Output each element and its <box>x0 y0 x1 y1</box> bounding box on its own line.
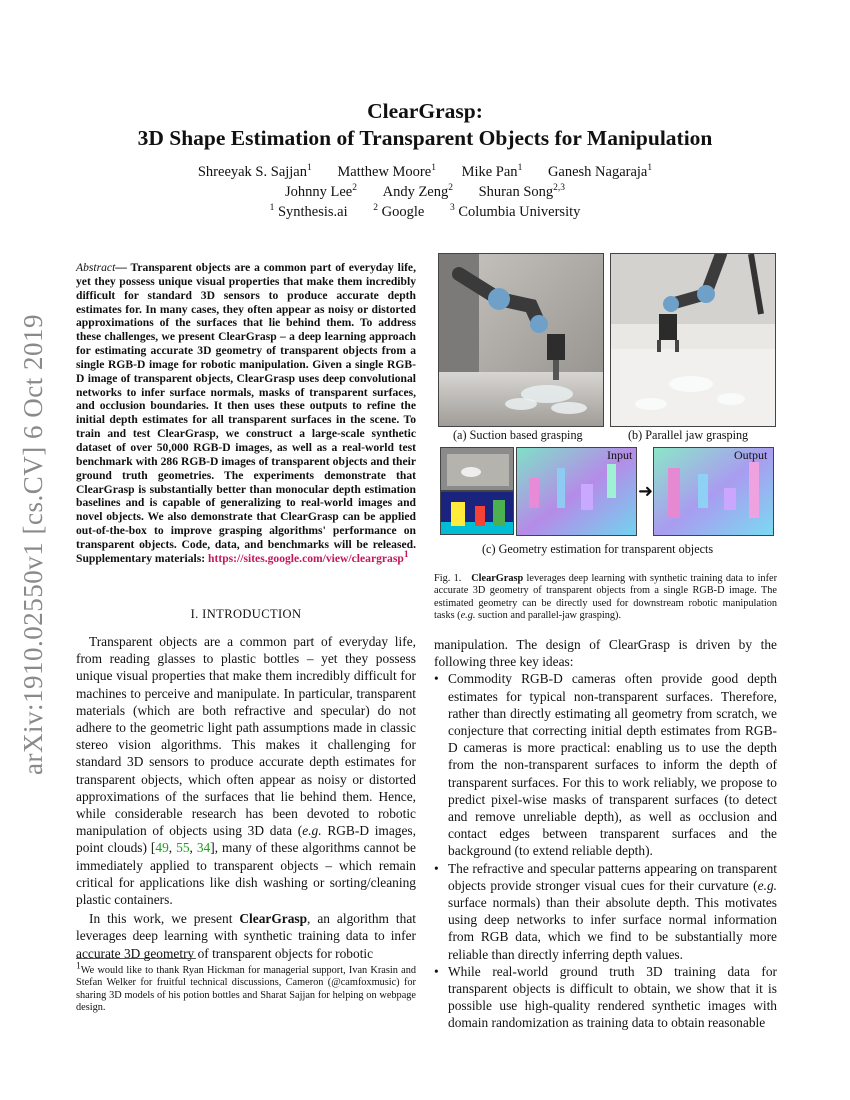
paper-title <box>0 98 850 152</box>
right-column-body <box>434 636 777 1032</box>
author-row-2 <box>0 182 850 202</box>
abstract-text: Transparent objects are a common part of everyday life, yet they possess unique visual properties that make them incredibly difficult for standard 3D sensors to produce accurate depth estimates for. In many cases, they often appear as noisy or distorted approximations of the surfaces that lie behind them. To address these challenges, we present ClearGrasp – a deep learning approach for estimating accurate 3D geometry of transparent objects from a single RGB-D image for robotic manipulation. Given a single RGB-D image of transparent objects, ClearGrasp uses deep convolutional networks to infer surface normals, masks of transparent surfaces, and occlusion boundaries. It then uses these outputs to refine the initial depth estimates for all transparent surfaces in the scene. To train and test ClearGrasp, we construct a large-scale synthetic dataset of over 50,000 RGB-D images, as well as a real-world test benchmark with 286 RGB-D images of transparent objects and their ground truth geometries. The experiments demonstrate that ClearGrasp is substantially better than monocular depth estimation baselines and is capable of generalizing to real-world images and novel objects. We also demonstrate that ClearGrasp can be applied out-of-the-box to improve grasping algorithms' performance on transparent objects. Code, data, and benchmarks will be released. Supplementary materials: <box>76 261 416 565</box>
citation-link[interactable]: 34 <box>196 840 211 856</box>
arxiv-identifier-stamp: arXiv:1910.02550v1 [cs.CV] 6 Oct 2019 <box>18 314 48 775</box>
author: Matthew Moore$^1$ <box>337 163 436 180</box>
arrow-icon: ➜ <box>638 481 654 501</box>
author: Andy Zeng$^2$ <box>382 183 453 200</box>
author-row-1 <box>0 162 850 182</box>
title-line-1: ClearGrasp: <box>367 99 483 123</box>
intro-paragraph-1: Transparent objects are a common part of everyday life, from reading glasses to plastic bottles – yet they possess unique visual properties that make them incredibly difficult for machines to perceive and manipulate. In particular, transparent materials (which are both refractive and specular) do not adhere to the geometric light path assumptions made in classic stereo vision algorithms. This makes it challenging for standard 3D sensors to produce accurate depth estimates for transparent objects, which often appear as noisy or distorted approximations of the surfaces that lie behind them. Hence, while considerable research has been devoted to robotic manipulation of objects using 3D data (e.g. RGB-D images, point clouds) [49, 55, 34], many of these algorithms cannot be immediately applied to transparent objects – which remain critical for applications like dish washing or sorting/cleaning plastic containers. <box>76 634 417 908</box>
author: Shuran Song$^{2,3}$ <box>478 183 566 200</box>
list-item: • While real-world ground truth 3D training data for transparent objects is difficult to obtain, we show that it is possible use high-quality rendered synthetic images with domain randomization as training data to obtain reasonable <box>434 963 777 1032</box>
citation-link[interactable]: 49 <box>155 840 169 856</box>
affiliation: $^3$ Columbia University <box>449 203 581 220</box>
key-ideas-list <box>434 670 777 1031</box>
affiliation-list <box>0 204 850 221</box>
section-heading-introduction: I. INTRODUCTION <box>190 607 302 621</box>
figure-1-caption: Fig. 1. ClearGrasp leverages deep learning with synthetic training data to infer accurate 3D geometry of transparent objects from a single RGB-D image. The estimated geometry can be directly used for downstream robotic manipulation tasks (e.g. suction and parallel-jaw grasping). <box>434 573 778 622</box>
list-item: • The refractive and specular patterns appearing on transparent objects provide stronger visual cues for their curvature (e.g. surface normals) than their absolute depth. This motivates using deep networks to infer surface normal information from RGB data, which we find to be substantially more reliable than directly inferring depth values. <box>434 860 777 963</box>
affiliation: $^2$ Google <box>373 203 425 220</box>
footnote-rule <box>76 958 196 959</box>
rgb-input-thumbnail <box>440 447 514 491</box>
introduction-body <box>76 633 416 964</box>
subcaption-c: (c) Geometry estimation for transparent objects <box>482 542 714 556</box>
author: Shreeyak S. Sajjan$^1$ <box>197 163 312 180</box>
author: Johnny Lee$^2$ <box>284 183 357 200</box>
author-list <box>0 162 850 202</box>
depth-input-thumbnail <box>440 491 514 535</box>
affiliation: $^1$ Synthesis.ai <box>269 203 348 220</box>
intro-paragraph-2: In this work, we present ClearGrasp, an algorithm that leverages deep learning with synthetic training data to infer accurate 3D geometry of transparent objects for robotic <box>76 911 416 961</box>
author: Mike Pan$^1$ <box>461 163 523 180</box>
abstract: Abstract— Transparent objects are a common part of everyday life, yet they possess unique visual properties that make them incredibly difficult for standard 3D sensors to produce accurate depth estimates for. In many cases, they often appear as noisy or distorted approximations of the surfaces that lie behind them. To address these challenges, we present ClearGrasp – a deep learning approach for estimating accurate 3D geometry of transparent objects from a single RGB-D image for robotic manipulation. Given a single RGB-D image of transparent objects, ClearGrasp uses deep convolutional networks to infer surface normals, masks of transparent surfaces, and occlusion boundaries. It then uses these outputs to refine the initial depth estimates for all transparent surfaces in the scene. To train and test ClearGrasp, we construct a large-scale synthetic dataset of over 50,000 RGB-D images, as well as a real-world test benchmark with 286 RGB-D images of transparent objects and their ground truth geometries. The experiments demonstrate that ClearGrasp is substantially better than monocular depth estimation baselines and is capable of generalizing to real-world images and novel objects. We also demonstrate that ClearGrasp can be applied out-of-the-box to improve grasping algorithms' performance on transparent objects. Code, data, and benchmarks will be released. Supplementary materials: https://sites.google.com/view/cleargrasp$^1$ <box>76 261 416 565</box>
output-label: Output <box>734 448 768 462</box>
citation-link[interactable]: 55 <box>176 840 190 856</box>
supplementary-link[interactable]: https://sites.google.com/view/cleargrasp <box>208 551 404 565</box>
abstract-lead: Abstract <box>76 261 116 274</box>
footnote: $^1$We would like to thank Ryan Hickman for managerial support, Ivan Krasin and Stefan Welker for fruitful technical discussions, Cameron (@camfoxmusic) for sharing 3D models of his potion bottles and Sharat Sajjan for helping on webpage design. <box>76 961 416 1013</box>
input-label: Input <box>607 448 633 462</box>
author: Ganesh Nagaraja$^1$ <box>547 163 653 180</box>
parallel-jaw-grasping-photo <box>610 253 776 427</box>
list-item: • Commodity RGB-D cameras often provide good depth estimates for typical non-transparent surfaces. Therefore, rather than directly estimating all geometry from scratch, we conjecture that correcting initial depth estimates from RGB-D cameras is more practical: enabling us to use the depth from the non-transparent surfaces to inform the depth of transparent surfaces. For this to work reliably, we propose to predict pixel-wise masks of transparent surfaces (to detect and remove unreliable depth), as well as occlusion and contact edges between transparent surfaces and the background (to extend reliable depth). <box>434 670 777 859</box>
right-column-intro: manipulation. The design of ClearGrasp is driven by the following three key ideas: <box>434 637 777 670</box>
subcaption-b: (b) Parallel jaw grasping <box>628 428 749 442</box>
title-line-2: 3D Shape Estimation of Transparent Objects for Manipulation <box>137 126 713 150</box>
subcaption-a: (a) Suction based grasping <box>453 428 583 442</box>
suction-grasping-photo <box>438 253 604 427</box>
